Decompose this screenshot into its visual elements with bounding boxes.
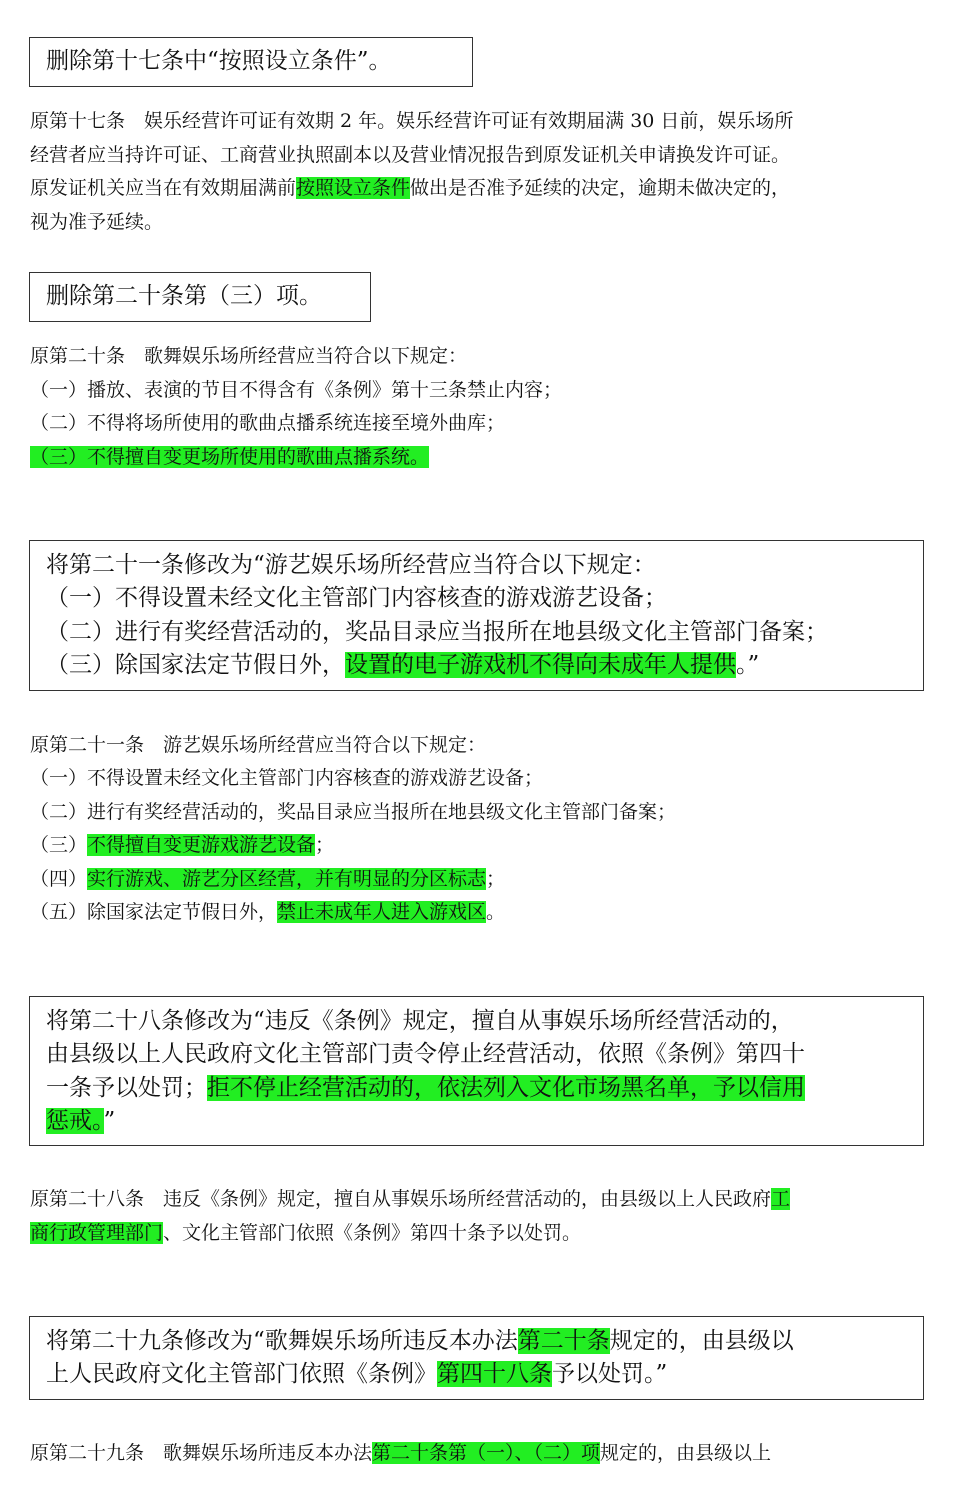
original-article-28-line-1: 原第二十八条 违反《条例》规定，擅自从事娱乐场所经营活动的，由县级以上人民政府工	[30, 1188, 791, 1210]
amendment-line-3: 一条予以处罚；拒不停止经营活动的，依法列入文化市场黑名单，予以信用	[46, 1075, 805, 1101]
amendment-line-1: 将第二十八条修改为“违反《条例》规定，擅自从事娱乐场所经营活动的，	[46, 1008, 794, 1034]
amendment-line-2: 由县级以上人民政府文化主管部门责令停止经营活动，依照《条例》第四十	[46, 1041, 805, 1067]
amendment-line-1: 将第二十九条修改为“歌舞娱乐场所违反本办法第二十条规定的，由县级以	[46, 1328, 794, 1354]
original-article-21-line-1: 原第二十一条 游艺娱乐场所经营应当符合以下规定：	[30, 734, 487, 756]
highlight: 实行游戏、游艺分区经营，并有明显的分区标志	[87, 868, 487, 890]
highlight: 工	[771, 1188, 791, 1210]
original-article-21-line-3: （二）进行有奖经营活动的，奖品目录应当报所在地县级文化主管部门备案；	[30, 801, 677, 823]
original-article-20-line-1: 原第二十条 歌舞娱乐场所经营应当符合以下规定：	[30, 345, 468, 367]
amendment-line-4: （三）除国家法定节假日外，设置的电子游戏机不得向未成年人提供。”	[46, 652, 760, 678]
amendment-line-3: （二）进行有奖经营活动的，奖品目录应当报所在地县级文化主管部门备案；	[46, 619, 828, 645]
highlight: 第四十八条	[437, 1361, 552, 1387]
highlight: （三）不得擅自变更场所使用的歌曲点播系统。	[30, 446, 430, 468]
amendment-box-20	[29, 272, 371, 322]
original-article-29-line-1: 原第二十九条 歌舞娱乐场所违反本办法第二十条第（一）、（二）项规定的，由县级以上	[30, 1442, 772, 1464]
highlight: 商行政管理部门	[30, 1222, 164, 1244]
highlight: 不得擅自变更游戏游艺设备	[87, 834, 316, 856]
original-article-17-line-3: 原发证机关应当在有效期届满前按照设立条件做出是否准予延续的决定，逾期未做决定的，	[30, 177, 791, 199]
amendment-line-4: 惩戒。”	[46, 1108, 116, 1134]
original-article-17-line-2: 经营者应当持许可证、工商营业执照副本以及营业情况报告到原发证机关申请换发许可证。	[30, 144, 791, 166]
original-article-21-line-2: （一）不得设置未经文化主管部门内容核查的游戏游艺设备；	[30, 767, 544, 789]
original-article-21-line-4: （三）不得擅自变更游戏游艺设备；	[30, 834, 335, 856]
amendment-box-21	[29, 540, 924, 691]
original-article-20-line-2: （一）播放、表演的节目不得含有《条例》第十三条禁止内容；	[30, 379, 563, 401]
amendment-line-2: （一）不得设置未经文化主管部门内容核查的游戏游艺设备；	[46, 585, 667, 611]
amendment-box-17	[29, 37, 473, 87]
highlight: 拒不停止经营活动的，依法列入文化市场黑名单，予以信用	[207, 1075, 805, 1101]
amendment-line-2: 上人民政府文化主管部门依照《条例》第四十八条予以处罚。”	[46, 1361, 668, 1387]
original-article-21-line-5: （四）实行游戏、游艺分区经营，并有明显的分区标志；	[30, 868, 506, 890]
highlight: 第二十条	[517, 1328, 610, 1354]
amendment-line-1: 将第二十一条修改为“游艺娱乐场所经营应当符合以下规定：	[46, 552, 656, 578]
original-article-28-line-2: 商行政管理部门、文化主管部门依照《条例》第四十条予以处罚。	[30, 1222, 582, 1244]
original-article-17-line-1: 原第十七条 娱乐经营许可证有效期 2 年。娱乐经营许可证有效期届满 30 日前，娱乐场所	[30, 110, 794, 132]
highlight: 禁止未成年人进入游戏区	[277, 901, 487, 923]
highlight: 设置的电子游戏机不得向未成年人提供	[345, 652, 736, 678]
original-article-20-line-4	[30, 441, 429, 474]
highlight: 按照设立条件	[296, 177, 411, 199]
highlight: 第二十条第（一）、（二）项	[372, 1442, 601, 1464]
original-article-17-line-4: 视为准予延续。	[30, 211, 164, 233]
original-article-21-line-6: （五）除国家法定节假日外，禁止未成年人进入游戏区。	[30, 901, 506, 923]
original-article-20-line-3: （二）不得将场所使用的歌曲点播系统连接至境外曲库；	[30, 412, 506, 434]
amendment-text: 删除第十七条中“按照设立条件”。	[46, 48, 392, 74]
amendment-text: 删除第二十条第（三）项。	[46, 283, 322, 309]
amendment-box-29	[29, 1316, 924, 1400]
amendment-box-28	[29, 996, 924, 1146]
highlight: 惩戒。	[46, 1108, 104, 1134]
